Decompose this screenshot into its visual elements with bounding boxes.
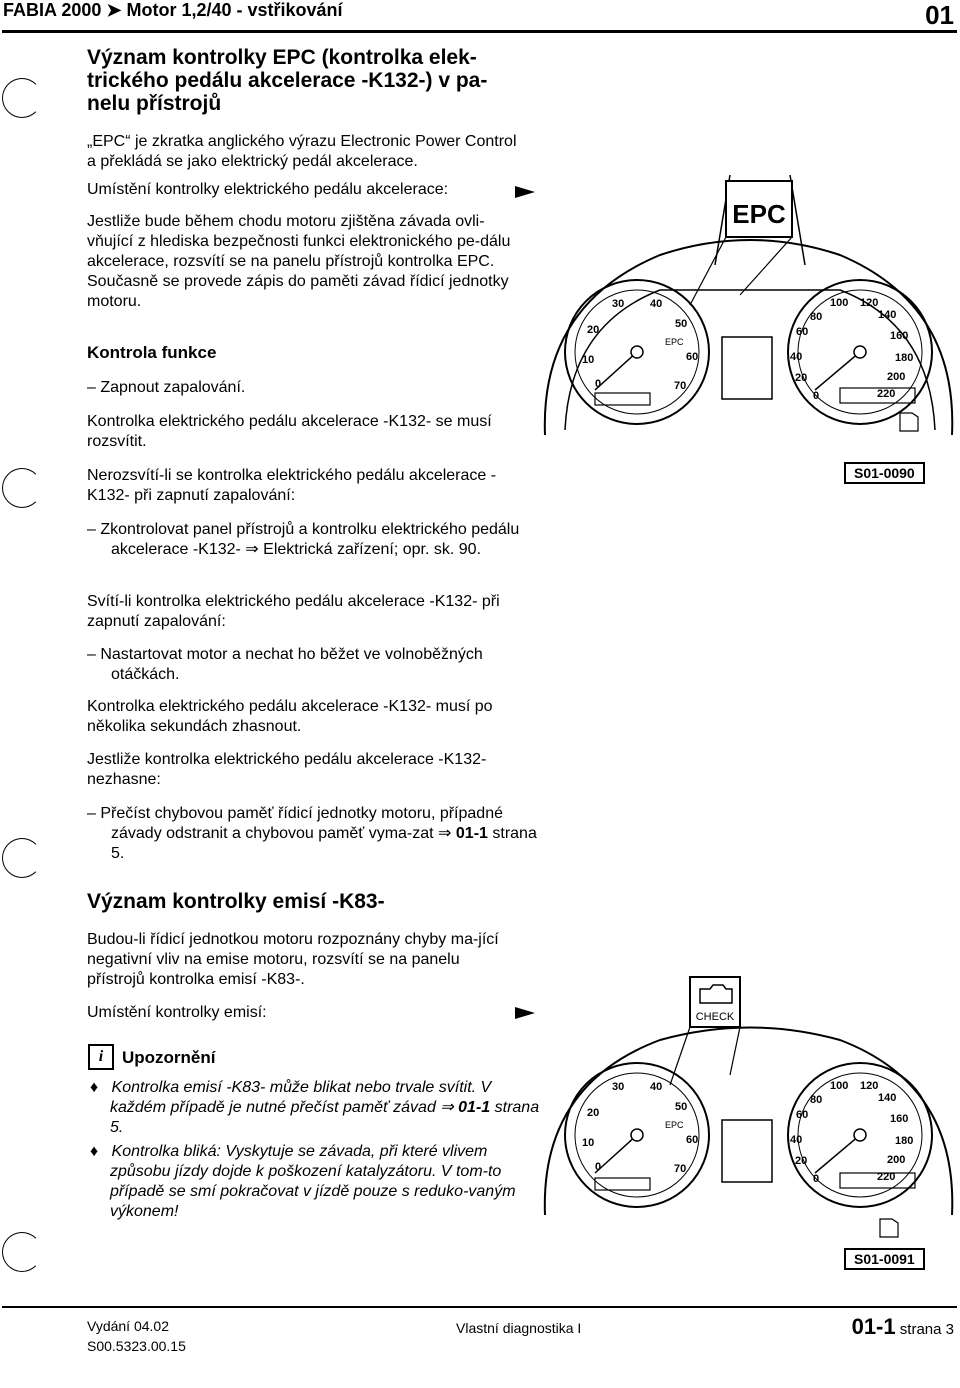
tick-label: 20 xyxy=(795,372,808,384)
epc-heading: Význam kontrolky EPC (kontrolka elek-trického pedálu akcelerace -K132-) v pa-nelu přístrojů xyxy=(87,46,488,115)
tick-label: 120 xyxy=(860,1080,879,1092)
tick-label: 80 xyxy=(810,311,823,323)
display-window xyxy=(722,1120,772,1182)
tick-label: 20 xyxy=(587,1107,600,1119)
tick-label: 70 xyxy=(674,1163,687,1175)
tick-label: 220 xyxy=(877,388,896,400)
bullet1-ref[interactable]: 01-1 xyxy=(458,1099,491,1116)
header-title: FABIA 2000 ➤ Motor 1,2/40 - vstřikování xyxy=(3,0,343,20)
epc-intro: „EPC“ je zkratka anglického výrazu Electronic Power Control a překládá se jako elektrický pedál akcelerace. xyxy=(87,133,517,170)
tick-label: 180 xyxy=(895,352,914,364)
tick-label: 40 xyxy=(790,1134,803,1146)
punch-mark xyxy=(2,838,42,878)
section-number: 01 xyxy=(925,0,954,30)
bullet2-text: Kontrolka bliká: Vyskytuje se závada, při které vlivem způsobu jízdy dojde k poškození katalyzátoru. V tom-to případě se smí pokračovat v jízdě pouze s reduko-vaným výkonem! xyxy=(110,1143,516,1220)
epc-fault-text: Jestliže bude během chodu motoru zjištěna závada ovli-vňující z hlediska bezpečnosti funkci elektronického pe-dálu akcelerace, rozsvítí se na panelu přístrojů kontrolka EPC. Současně se provede zápis do paměti závad řídicí jednotky motoru. xyxy=(87,213,511,310)
not-out-text: Jestliže kontrolka elektrického pedálu akcelerace -K132- nezhasne: xyxy=(87,751,487,788)
tick-label: 60 xyxy=(796,326,809,338)
tick-label: 20 xyxy=(795,1155,808,1167)
step-ignition: – Zapnout zapalování. xyxy=(87,379,246,396)
emission-heading: Význam kontrolky emisí -K83- xyxy=(87,890,385,913)
info-icon: i xyxy=(88,1044,114,1070)
must-light-text: Kontrolka elektrického pedálu akcelerace -K132- se musí rozsvítit. xyxy=(87,413,492,450)
must-go-out-text: Kontrolka elektrického pedálu akcelerace -K132- musí po několika sekundách zhasnout. xyxy=(87,698,493,735)
emission-location: Umístění kontrolky emisí: xyxy=(87,1004,267,1021)
step-read-ref[interactable]: 01-1 xyxy=(455,825,488,842)
step-read-post: strana 5. xyxy=(111,825,537,862)
step-idle: – Nastartovat motor a nechat ho běžet ve volnoběžných otáčkách. xyxy=(87,646,483,683)
check-heading: Kontrola funkce xyxy=(87,343,217,362)
tick-label: 80 xyxy=(810,1094,823,1106)
note-bullet-1 xyxy=(90,1078,540,1138)
tick-label: 160 xyxy=(890,1113,909,1125)
engine-icon xyxy=(880,1219,898,1237)
instrument-cluster-figure-epc xyxy=(540,165,958,485)
page-ref: 01-1 xyxy=(851,1314,896,1339)
epc-dial-label: EPC xyxy=(665,1120,684,1130)
epc-dial-label: EPC xyxy=(665,337,684,347)
bullet-mark: ♦ xyxy=(90,1079,99,1096)
tick-label: 140 xyxy=(878,309,897,321)
page-number: strana 3 xyxy=(899,1321,954,1338)
edition: Vydání 04.02 xyxy=(87,1318,169,1334)
step-check-panel: – Zkontrolovat panel přístrojů a kontrolku elektrického pedálu akcelerace -K132- ⇒ Elektrická zařízení; opr. sk. 90. xyxy=(87,521,520,558)
note-bullet-2 xyxy=(90,1142,540,1222)
tick-label: 10 xyxy=(582,354,595,366)
tick-label: 10 xyxy=(582,1137,595,1149)
tick-label: 40 xyxy=(650,1081,663,1093)
tick-label: 70 xyxy=(674,380,687,392)
step-read-text: – Přečíst chybovou paměť řídicí jednotky motoru, případné závady odstranit a chybovou paměť vyma-zat ⇒ xyxy=(87,805,503,842)
tick-label: 50 xyxy=(675,1101,688,1113)
footer-center: Vlastní diagnostika I xyxy=(456,1320,582,1336)
bullet1-text: Kontrolka emisí -K83- může blikat nebo trvale svítit. V každém případě je nutné přečíst paměť závad ⇒ xyxy=(110,1079,492,1116)
tick-label: 160 xyxy=(890,330,909,342)
epc-callout-label: EPC xyxy=(732,199,786,229)
tick-label: 60 xyxy=(686,1134,699,1146)
punch-mark xyxy=(2,78,42,118)
emission-text: Budou-li řídicí jednotkou motoru rozpoznány chyby ma-jící negativní vliv na emise motoru, rozsvítí se na panelu přístrojů kontrolka emisí -K83-. xyxy=(87,931,499,988)
doc-number: S00.5323.00.15 xyxy=(87,1338,186,1354)
page-indicator xyxy=(852,1314,954,1340)
footer-rule xyxy=(2,1306,957,1308)
instrument-cluster-figure-check xyxy=(540,975,958,1245)
tick-label: 120 xyxy=(860,297,879,309)
note-heading: Upozornění xyxy=(122,1048,216,1067)
tick-label: 60 xyxy=(796,1109,809,1121)
punch-mark xyxy=(2,1232,42,1272)
display-window xyxy=(722,337,772,399)
lit-text: Svítí-li kontrolka elektrického pedálu akcelerace -K132- při zapnutí zapalování: xyxy=(87,593,500,630)
tick-label: 50 xyxy=(675,318,688,330)
tick-label: 30 xyxy=(612,298,625,310)
figure-id: S01-0091 xyxy=(844,1248,925,1270)
bullet-mark: ♦ xyxy=(90,1143,99,1160)
punch-mark xyxy=(2,468,42,508)
tick-label: 200 xyxy=(887,1154,906,1166)
tick-label: 100 xyxy=(830,297,849,309)
tick-label: 0 xyxy=(595,1161,602,1173)
step-read-memory xyxy=(87,804,541,864)
engine-icon xyxy=(900,413,918,431)
tick-label: 200 xyxy=(887,371,906,383)
header-rule xyxy=(2,30,957,33)
not-lit-text: Nerozsvítí-li se kontrolka elektrického pedálu akcelerace -K132- při zapnutí zapalování: xyxy=(87,467,497,504)
tick-label: 0 xyxy=(813,390,820,402)
tick-label: 180 xyxy=(895,1135,914,1147)
check-callout-label: CHECK xyxy=(695,1011,735,1023)
pointer-arrow-icon xyxy=(515,1007,535,1019)
tick-label: 60 xyxy=(686,351,699,363)
epc-location: Umístění kontrolky elektrického pedálu akcelerace: xyxy=(87,181,449,198)
tick-label: 100 xyxy=(830,1080,849,1092)
tick-label: 30 xyxy=(612,1081,625,1093)
tick-label: 0 xyxy=(595,378,602,390)
tick-label: 140 xyxy=(878,1092,897,1104)
tick-label: 220 xyxy=(877,1171,896,1183)
pointer-arrow-icon xyxy=(515,186,535,198)
tick-label: 40 xyxy=(790,351,803,363)
tick-label: 20 xyxy=(587,324,600,336)
tick-label: 40 xyxy=(650,298,663,310)
figure-id: S01-0090 xyxy=(844,462,925,484)
tick-label: 0 xyxy=(813,1173,820,1185)
bullet1-post: strana 5. xyxy=(110,1099,540,1136)
